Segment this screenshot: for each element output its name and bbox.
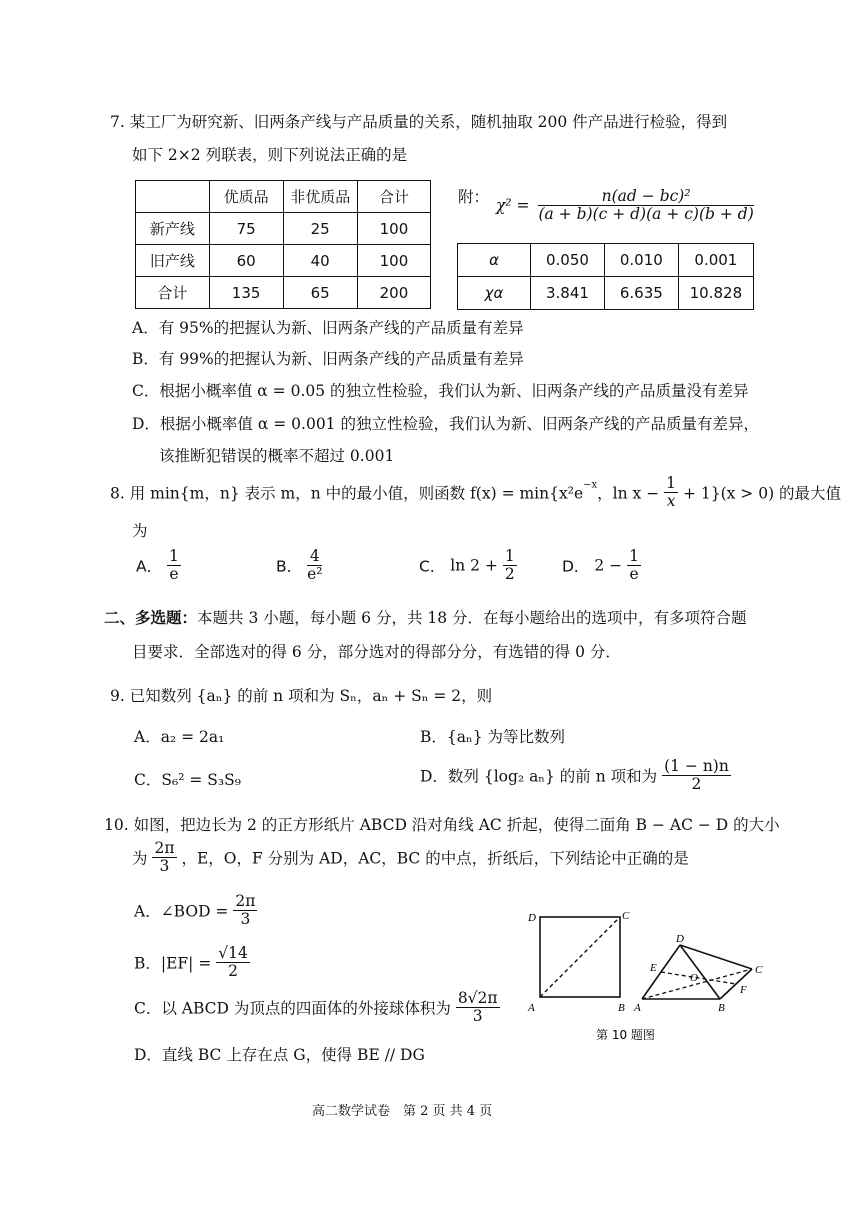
alpha-critical-table <box>457 243 754 310</box>
q8-option-a <box>136 548 181 583</box>
option-text: ln 2 + <box>450 556 498 575</box>
table-cell: 0.010 <box>604 244 678 277</box>
q7-option-d-line2: 该推断犯错误的概率不超过 0.001 <box>159 447 395 465</box>
frac-den: 3 <box>472 1007 483 1026</box>
stem-text: 为 <box>132 849 148 868</box>
frac-num: (1 − n)n <box>664 757 729 775</box>
segment-ef-hidden <box>661 972 736 984</box>
page-footer: 高二数学试卷 第 2 页 共 4 页 <box>312 1104 493 1119</box>
section2-text1: 本题共 3 小题，每小题 6 分，共 18 分．在每小题给出的选项中，有多项符合题 <box>197 609 747 627</box>
table-cell: 新产线 <box>136 213 210 245</box>
q8-stem-part-c: + 1}(x > 0) 的最大值 <box>682 484 842 503</box>
frac-den: 2 <box>228 962 238 981</box>
option-text: 2 − <box>594 556 623 575</box>
label-f-d: D <box>676 933 684 945</box>
label-sq-c: C <box>622 910 630 922</box>
frac-num: 4 <box>307 548 322 566</box>
option-text: A．∠BOD = <box>134 902 229 921</box>
table-cell: 40 <box>283 245 357 277</box>
edge-dc <box>680 945 752 969</box>
frac-num: 2π <box>154 839 175 857</box>
label-f-b: B <box>718 1002 725 1014</box>
frac-num: 1 <box>504 547 515 565</box>
label-sq-d: D <box>528 912 536 924</box>
option-label: D． <box>562 557 590 576</box>
frac-den: 2 <box>504 565 515 584</box>
formula-lhs: χ² = <box>496 196 530 215</box>
table-cell: 0.050 <box>531 244 605 277</box>
table-cell: 60 <box>209 245 283 277</box>
table-cell: 合计 <box>136 277 210 309</box>
table-header: 合计 <box>357 181 430 213</box>
table-cell: 6.635 <box>604 277 678 310</box>
stem-text: ，E，O，F 分别为 AD，AC，BC 的中点，折纸后，下列结论中正确的是 <box>181 849 689 868</box>
q8-option-b <box>276 548 322 583</box>
table-cell: 200 <box>357 277 430 309</box>
section2-line1 <box>104 606 747 628</box>
option-text: D．数列 {log₂ aₙ} 的前 n 项和为 <box>420 767 658 786</box>
table-header: 优质品 <box>209 181 283 213</box>
option-label: B． <box>276 557 303 576</box>
q9-option-a: A．a₂ = 2a₁ <box>134 728 225 746</box>
table-cell: 135 <box>209 277 283 309</box>
q8-frac-num: 1 <box>666 474 676 492</box>
table-cell: 旧产线 <box>136 245 210 277</box>
formula-numerator: n(ad − bc)² <box>538 188 753 206</box>
figure-caption: 第 10 题图 <box>596 1028 655 1042</box>
q8-stem-part-b: ，ln x − <box>597 484 660 503</box>
table-cell: 0.001 <box>678 244 753 277</box>
frac-num: √14 <box>218 944 248 962</box>
q10-stem-line1: 10. 如图，把边长为 2 的正方形纸片 ABCD 沿对角线 AC 折起，使得二面角 B − AC − D 的大小 <box>104 816 780 834</box>
frac-den: 3 <box>159 857 170 876</box>
q8-option-d <box>562 548 641 583</box>
q10-figure <box>520 905 780 1055</box>
q8-stem-line2: 为 <box>132 522 148 540</box>
table-cell: 3.841 <box>531 277 605 310</box>
appendix-label: 附： <box>458 188 490 206</box>
q10-option-b <box>134 945 250 980</box>
option-text: B．|EF| = <box>134 954 212 973</box>
frac-den: e <box>629 565 639 584</box>
q8-stem-part-a: 8. 用 min{m，n} 表示 m，n 中的最小值，则函数 f(x) = min{x²e <box>110 484 584 503</box>
q8-stem <box>110 475 841 510</box>
q7-contingency-table <box>135 180 431 309</box>
q10-option-c <box>134 990 500 1025</box>
frac-num: 2π <box>235 892 256 910</box>
table-cell <box>136 181 210 213</box>
label-sq-a: A <box>528 1002 535 1014</box>
frac-num: 1 <box>169 547 179 565</box>
option-text: C．以 ABCD 为顶点的四面体的外接球体积为 <box>134 999 451 1018</box>
label-f-f: F <box>740 984 747 996</box>
q7-option-a: A．有 95%的把握认为新、旧两条产线的产品质量有差异 <box>132 319 524 337</box>
frac-den: e² <box>307 565 323 584</box>
square-diagonal-ac <box>540 917 620 997</box>
label-f-c: C <box>755 964 763 976</box>
q10-option-d: D．直线 BC 上存在点 G，使得 BE // DG <box>134 1046 425 1064</box>
table-cell: 25 <box>283 213 357 245</box>
table-cell: 100 <box>357 245 430 277</box>
frac-den: 3 <box>240 910 251 929</box>
table-cell: 100 <box>357 213 430 245</box>
section2-line2: 目要求．全部选对的得 6 分，部分选对的得部分分，有选错的得 0 分． <box>132 643 621 661</box>
q7-stem-line1: 7. 某工厂为研究新、旧两条产线与产品质量的关系，随机抽取 200 件产品进行检验，得到 <box>110 113 728 131</box>
option-label: A． <box>136 557 163 576</box>
q8-stem-exponent: −x <box>583 479 598 491</box>
q9-stem: 9. 已知数列 {aₙ} 的前 n 项和为 Sₙ，aₙ + Sₙ = 2，则 <box>110 687 493 705</box>
table-cell: 75 <box>209 213 283 245</box>
q7-option-c: C．根据小概率值 α = 0.05 的独立性检验，我们认为新、旧两条产线的产品质量没有差异 <box>132 382 749 400</box>
q8-frac-den: x <box>666 492 676 511</box>
label-f-e: E <box>650 962 657 974</box>
q7-stem-line2: 如下 2×2 列联表，则下列说法正确的是 <box>132 146 408 164</box>
table-cell: 10.828 <box>678 277 753 310</box>
label-f-o: O <box>690 972 698 984</box>
q7-option-b: B．有 99%的把握认为新、旧两条产线的产品质量有差异 <box>132 350 524 368</box>
table-cell: 65 <box>283 277 357 309</box>
chi-square-formula <box>496 188 754 223</box>
q7-option-d-line1: D．根据小概率值 α = 0.001 的独立性检验，我们认为新、旧两条产线的产品质量有差异， <box>132 415 759 433</box>
label-f-a: A <box>634 1002 641 1014</box>
table-header: 非优质品 <box>283 181 357 213</box>
table-cell: α <box>458 244 531 277</box>
option-label: C． <box>419 557 446 576</box>
frac-num: 1 <box>629 547 639 565</box>
q8-option-c <box>419 548 517 583</box>
q10-stem-line2 <box>132 840 689 875</box>
section2-heading: 二、多选题： <box>104 609 198 627</box>
label-sq-b: B <box>618 1002 625 1014</box>
edge-db <box>680 945 720 999</box>
frac-den: e <box>169 565 179 584</box>
q9-option-d <box>420 758 731 793</box>
frac-den: 2 <box>691 775 702 794</box>
table-cell: χα <box>458 277 531 310</box>
q9-option-c: C．S₆² = S₃S₉ <box>134 771 241 789</box>
formula-denominator: (a + b)(c + d)(a + c)(b + d) <box>538 205 754 224</box>
q9-option-b: B．{aₙ} 为等比数列 <box>420 728 565 746</box>
q10-option-a <box>134 893 257 928</box>
frac-num: 8√2π <box>457 989 498 1007</box>
